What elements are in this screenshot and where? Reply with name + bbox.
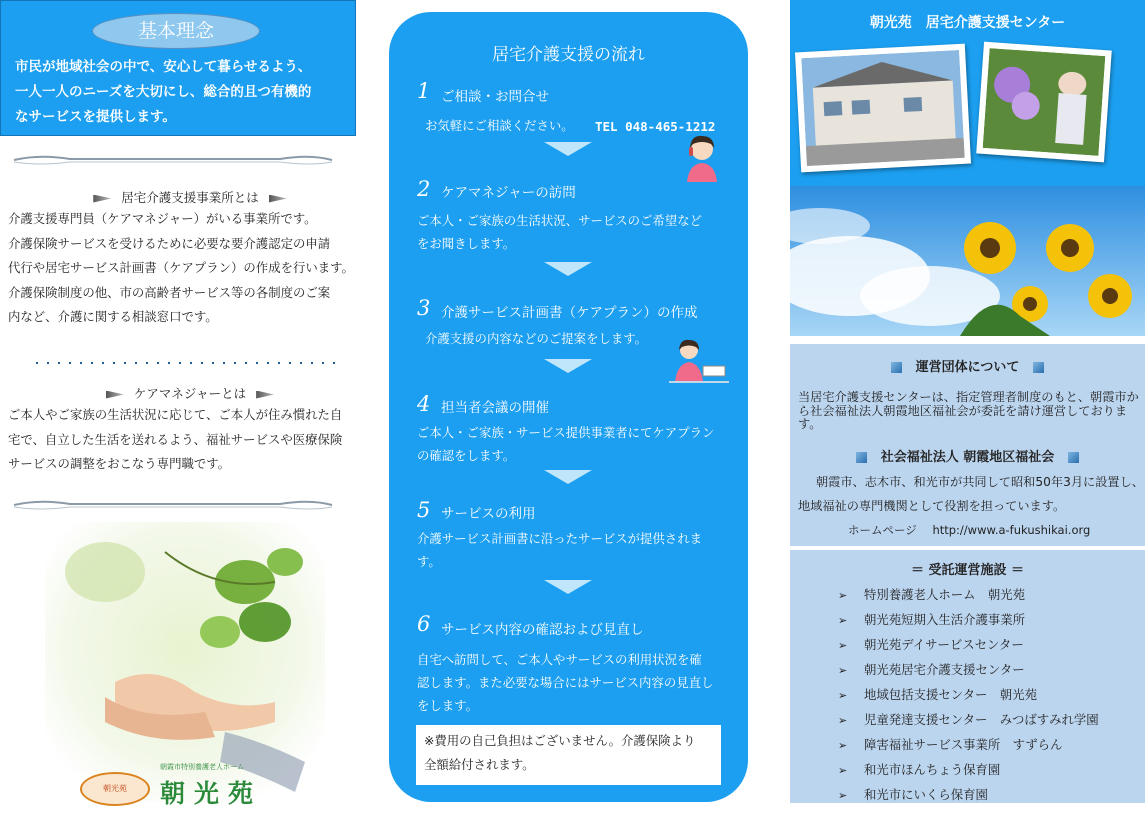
arrow-bullet-icon: ➢	[838, 664, 848, 677]
arrow-bullet-icon: ➢	[838, 614, 848, 627]
caremanager-description: ご本人やご家族の生活状況に応じて、ご本人が住み慣れた自 宅で、自立した生活を送れるよう、福祉サービスや医療保険 サービスの調整をおこなう専門職です。	[8, 407, 343, 471]
philosophy-text: 市民が地域社会の中で、安心して暮らせるよう、 一人一人のニーズを大切にし、総合的且つ有機的 なサービスを提供します。	[15, 59, 312, 125]
arrow-bullet-icon: ➢	[838, 789, 848, 802]
flow-arrow	[544, 470, 592, 484]
homepage-link[interactable]: http://www.a-fukushikai.org	[932, 523, 1091, 537]
list-item: ➢ 児童発達支援センター みつばすみれ学園	[838, 708, 1099, 733]
step-heading: サービスの利用	[441, 506, 536, 522]
step-body: 自宅へ訪問して、ご本人やサービスの利用状況を確 認します。また必要な場合にはサービス内容の見直し をします。	[417, 652, 714, 713]
list-item: ➢ 朝光苑居宅介護支援センター	[838, 658, 1099, 683]
phone-operator-icon	[681, 132, 723, 182]
step-number: 1	[417, 79, 431, 103]
step-heading: 介護サービス計画書（ケアプラン）の作成	[441, 305, 698, 321]
corp-description-2: 地域福祉の専門機関として役割を担っています。	[798, 499, 1066, 513]
flow-arrow	[544, 262, 592, 276]
logo-seal-text: 朝光苑	[103, 784, 127, 793]
pointer-icon	[106, 391, 124, 399]
logo-seal	[80, 772, 150, 806]
arrow-bullet-icon: ➢	[838, 714, 848, 727]
step-body: 介護支援の内容などのご提案をします。	[425, 331, 648, 346]
corp-title	[790, 446, 1145, 465]
step-heading: ケアマネジャーの訪問	[441, 185, 576, 201]
step-number: 3	[417, 296, 431, 320]
square-bullet-icon	[1068, 452, 1079, 463]
square-bullet-icon	[891, 362, 902, 373]
center-header	[790, 0, 1145, 186]
homepage-label: ホームページ	[848, 523, 917, 537]
philosophy-title: 基本理念	[92, 13, 260, 49]
square-bullet-icon	[856, 452, 867, 463]
step-number: 2	[417, 177, 431, 201]
list-item: ➢ 和光市ほんちょう保育園	[838, 758, 1099, 783]
ornament-divider	[10, 154, 336, 166]
office-title-text: 居宅介護支援事業所とは	[121, 190, 259, 205]
right-panel	[790, 0, 1145, 816]
caremanager-title-text: ケアマネジャーとは	[133, 386, 247, 401]
step-body: ご本人・ご家族の生活状況、サービスのご希望など をお聞きします。	[417, 213, 702, 251]
list-item: ➢ 朝光苑短期入生活介護事業所	[838, 608, 1099, 633]
logo-subtitle: 朝霞市特別養護老人ホーム	[160, 763, 244, 771]
left-panel	[0, 0, 380, 816]
flow-arrow	[544, 142, 592, 156]
office-section-title	[0, 188, 380, 206]
step-heading: サービス内容の確認および見直し	[441, 622, 644, 638]
garden-photo-frame	[976, 42, 1112, 163]
cost-note: ※費用の自己負担はございません。介護保険より 全額給付されます。	[416, 725, 721, 785]
step-number: 4	[417, 392, 431, 416]
dotted-divider	[36, 360, 336, 366]
desk-worker-icon	[669, 338, 729, 384]
list-item: ➢ 特別養護老人ホーム 朝光苑	[838, 583, 1099, 608]
philosophy-box	[0, 0, 356, 136]
step-body: ご本人・ご家族・サービス提供事業者にてケアプラン の確認をします。	[417, 425, 715, 463]
org-description: 当居宅介護支援センターは、指定管理者制度のもと、朝霞市から社会福祉法人朝霞地区福祉会が委託を請け運営しております。	[798, 390, 1139, 431]
arrow-bullet-icon: ➢	[838, 739, 848, 752]
flow-arrow	[544, 359, 592, 373]
facilities-section	[790, 550, 1145, 803]
list-item: ➢ 障害福祉サービス事業所 すずらん	[838, 733, 1099, 758]
step-number: 6	[417, 612, 431, 636]
list-item: ➢ 地域包括支援センター 朝光苑	[838, 683, 1099, 708]
square-bullet-icon	[1033, 362, 1044, 373]
facilities-list	[838, 583, 1099, 808]
hands-leaves-photo	[45, 522, 325, 802]
step-body: 介護サービス計画書に沿ったサービスが提供されま す。	[417, 531, 702, 569]
flow-arrow	[544, 580, 592, 594]
list-item: ➢ 朝光苑デイサービスセンター	[838, 633, 1099, 658]
telephone-number: TEL 048-465-1212	[595, 119, 716, 134]
sunflower-sky-photo	[790, 186, 1145, 336]
arrow-bullet-icon: ➢	[838, 589, 848, 602]
building-photo	[801, 50, 964, 166]
pointer-icon	[269, 195, 287, 203]
support-flow-panel	[389, 12, 748, 802]
step-heading: 担当者会議の開催	[441, 400, 549, 416]
step-body: お気軽にご相談ください。	[425, 118, 574, 133]
arrow-bullet-icon: ➢	[838, 639, 848, 652]
office-description: 介護支援専門員（ケアマネジャー）がいる事業所です。 介護保険サービスを受けるために必要な要介護認定の申請 代行や居宅サービス計画書（ケアプラン）の作成を行います。 介護保険制度の他、市の高齢者サービス等の各制度のご案 内など、介護に関する相談窓口です。	[8, 211, 354, 324]
step-heading: ご相談・お問合せ	[441, 89, 549, 105]
corp-description-1: 朝霞市、志木市、和光市が共同して昭和50年3月に設置し、	[816, 475, 1144, 489]
building-photo-frame	[795, 44, 971, 173]
facilities-title: ＝ 受託運営施設 ＝	[910, 563, 1025, 578]
organization-section	[790, 344, 1145, 546]
arrow-bullet-icon: ➢	[838, 689, 848, 702]
flow-title: 居宅介護支援の流れ	[492, 45, 645, 65]
org-title	[790, 356, 1145, 375]
garden-photo	[983, 48, 1106, 156]
org-title-text: 運営団体について	[915, 360, 1020, 375]
ornament-divider	[10, 499, 336, 511]
pointer-icon	[256, 391, 274, 399]
pointer-icon	[93, 195, 111, 203]
arrow-bullet-icon: ➢	[838, 764, 848, 777]
corp-title-text: 社会福祉法人 朝霞地区福祉会	[880, 450, 1055, 465]
logo-name: 朝光苑	[160, 779, 263, 808]
caremanager-section-title	[0, 384, 380, 402]
step-number: 5	[417, 498, 431, 522]
list-item: ➢ 和光市にいくら保育園	[838, 783, 1099, 808]
homepage-line	[848, 524, 1145, 538]
center-title: 朝光苑 居宅介護支援センター	[869, 15, 1066, 31]
